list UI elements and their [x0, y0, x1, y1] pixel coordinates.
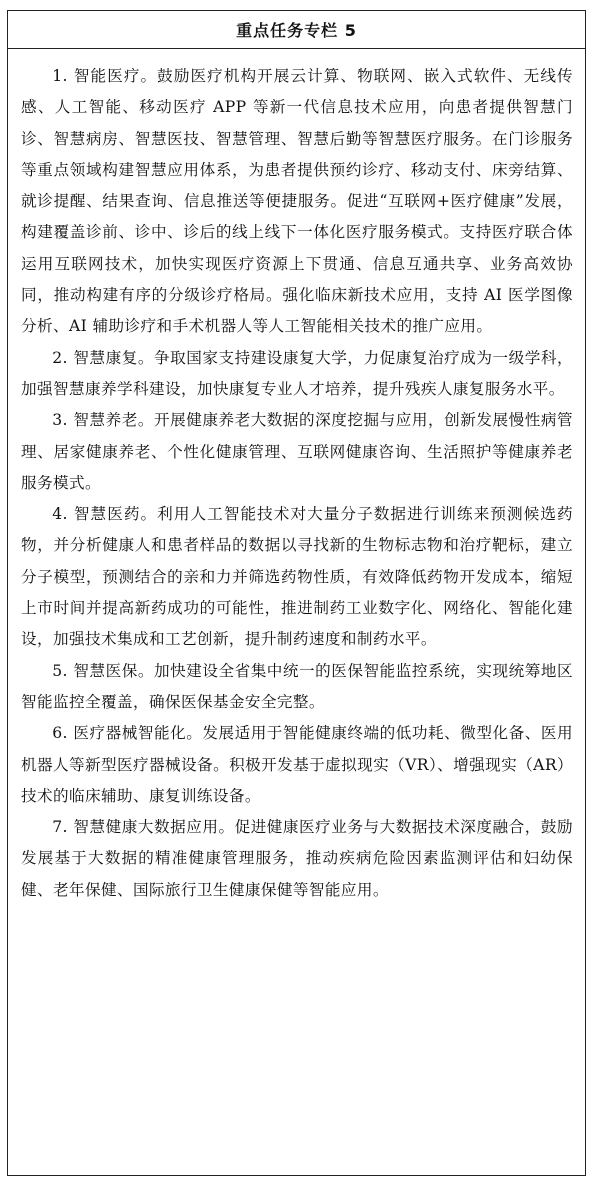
task-box	[7, 10, 586, 1176]
paragraph-smart-elderly-care: 3. 智慧养老。开展健康养老大数据的深度挖掘与应用，创新发展慢性病管理、居家健康养老、个性化健康管理、互联网健康咨询、生活照护等健康养老服务模式。	[21, 411, 573, 492]
paragraph-medical-devices: 6. 医疗器械智能化。发展适用于智能健康终端的低功耗、微型化备、医用机器人等新型医疗器械设备。积极开发基于虚拟现实（VR）、增强现实（AR）技术的临床辅助、康复训练设备。	[21, 724, 573, 805]
paragraph-smart-rehabilitation: 2. 智慧康复。争取国家支持建设康复大学，力促康复治疗成为一级学科，加强智慧康养学科建设，加快康复专业人才培养，提升残疾人康复服务水平。	[21, 348, 573, 398]
box-content	[8, 49, 585, 906]
box-title: 重点任务专栏 5	[8, 11, 585, 49]
paragraph-smart-insurance: 5. 智慧医保。加快建设全省集中统一的医保智能监控系统，实现统筹地区智能监控全覆盖，确保医保基金安全完整。	[21, 661, 573, 711]
paragraph-health-big-data: 7. 智慧健康大数据应用。促进健康医疗业务与大数据技术深度融合，鼓励发展基于大数据的精准健康管理服务，推动疾病危险因素监测评估和妇幼保健、老年保健、国际旅行卫生健康保健等智能应用。	[21, 818, 573, 899]
paragraph-smart-pharma: 4. 智慧医药。利用人工智能技术对大量分子数据进行训练来预测候选药物，并分析健康人和患者样品的数据以寻找新的生物标志物和治疗靶标，建立分子模型，预测结合的亲和力并筛选药物性质，有效降低药物开发成本，缩短上市时间并提高新药成功的可能性，推进制药工业数字化、网络化、智能化建设，加强技术集成和工艺创新，提升制药速度和制药水平。	[21, 505, 573, 649]
paragraph-smart-medical: 1. 智能医疗。鼓励医疗机构开展云计算、物联网、嵌入式软件、无线传感、人工智能、移动医疗 APP 等新一代信息技术应用，向患者提供智慧门诊、智慧病房、智慧医技、智慧管理、智慧后勤等智慧医疗服务。在门诊服务等重点领域构建智慧应用体系，为患者提供预约诊疗、移动支付、床旁结算、就诊提醒、结果查询、信息推送等便捷服务。促进“互联网+医疗健康”发展，构建覆盖诊前、诊中、诊后的线上线下一体化医疗服务模式。支持医疗联合体运用互联网技术，加快实现医疗资源上下贯通、信息互通共享、业务高效协同，推动构建有序的分级诊疗格局。强化临床新技术应用，支持 AI 医学图像分析、AI 辅助诊疗和手术机器人等人工智能相关技术的推广应用。	[21, 67, 573, 336]
